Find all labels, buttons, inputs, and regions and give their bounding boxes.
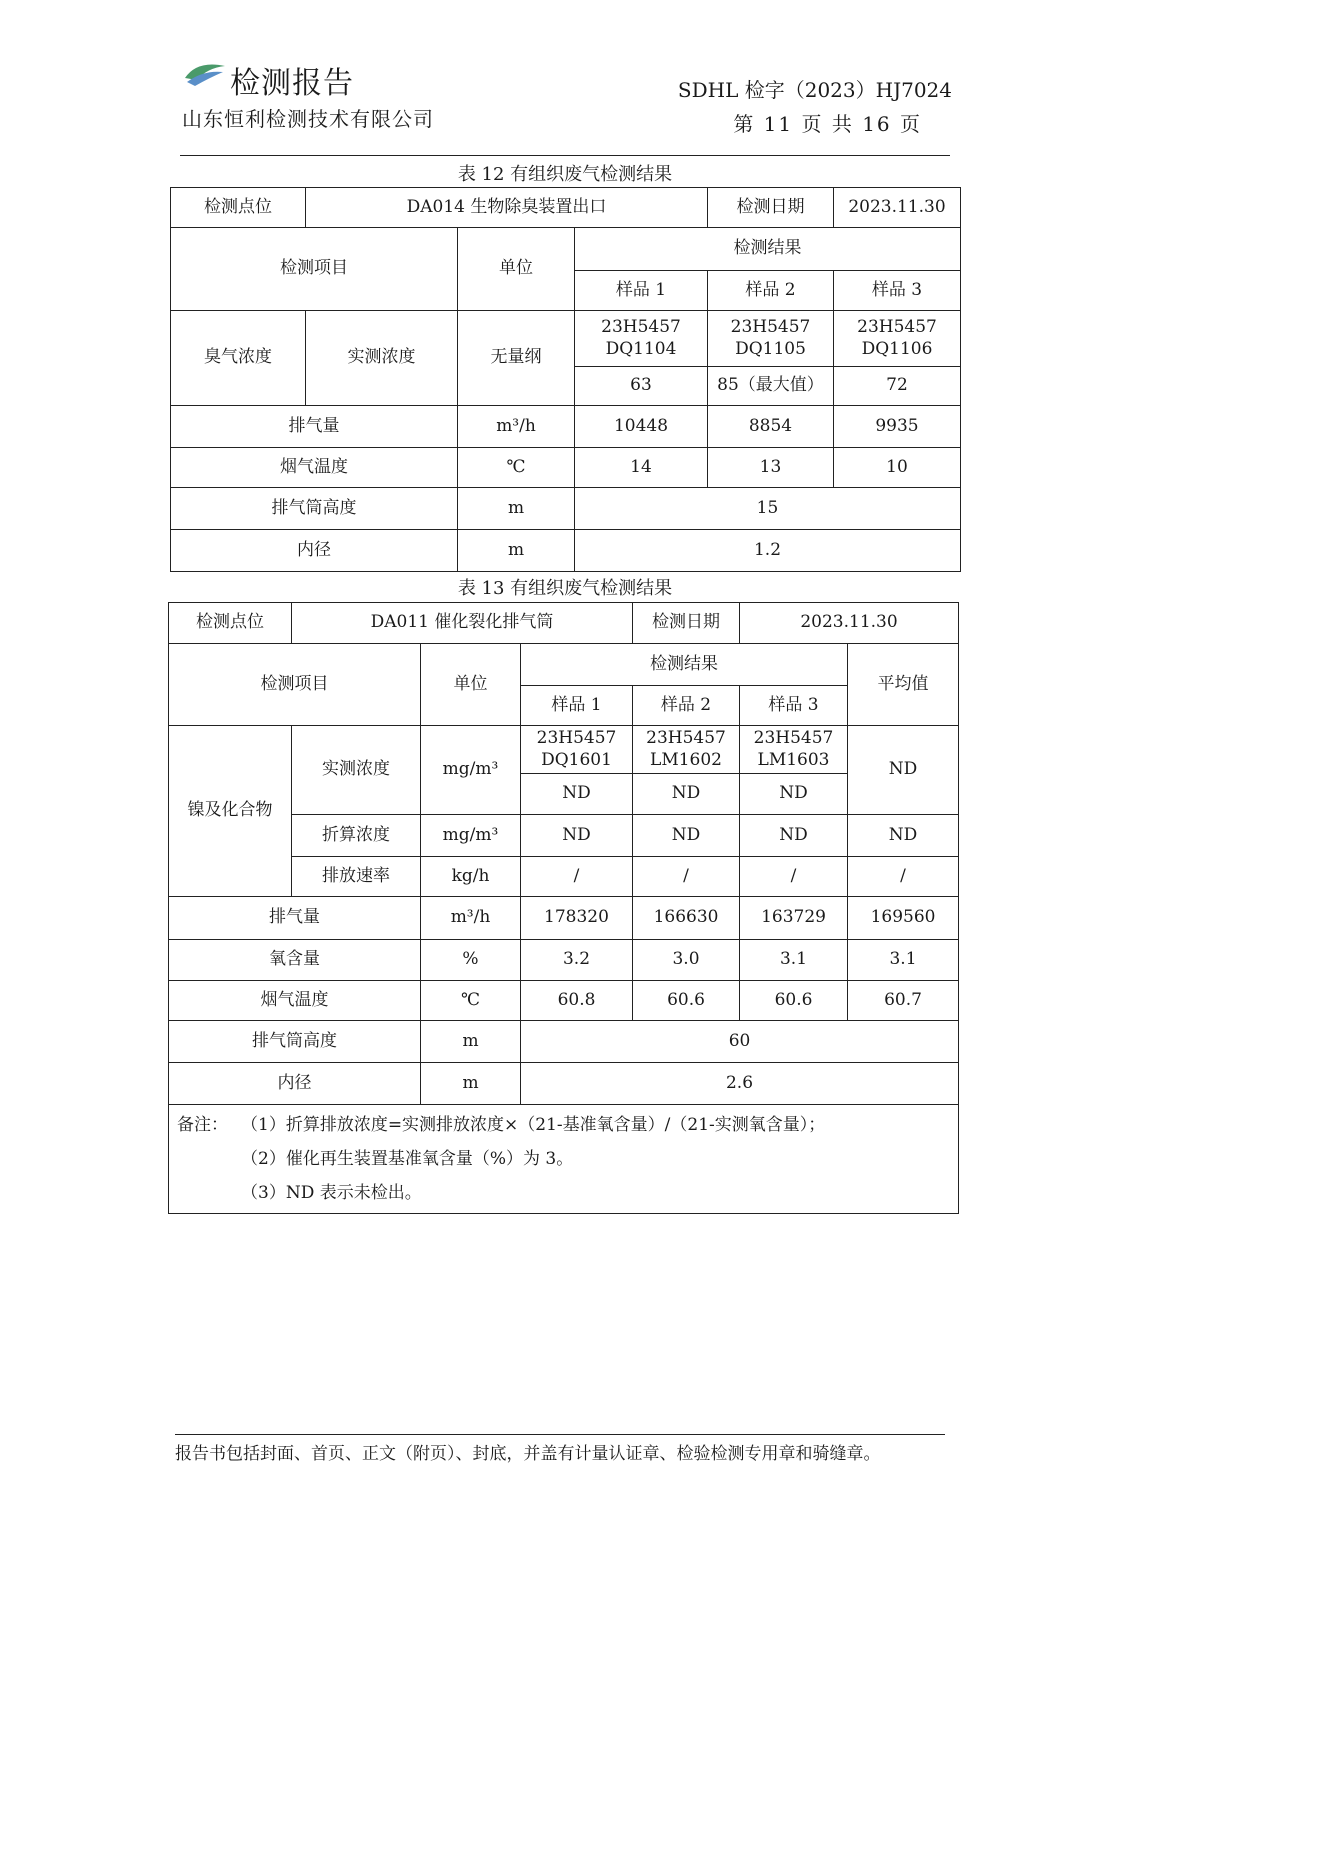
company-name: 山东恒利检测技术有限公司 [182, 107, 434, 131]
t12-sample-1-header: 样品 1 [575, 271, 708, 311]
t12-row-value: 14 [575, 448, 708, 488]
table13 [168, 602, 959, 1214]
t13-row-avg: 60.7 [848, 981, 959, 1021]
t13-converted-avg: ND [848, 815, 959, 857]
t12-row-value: 8854 [708, 406, 834, 448]
t12-sample-2-id: 23H5457 DQ1105 [708, 311, 834, 367]
t13-converted-value: ND [740, 815, 848, 857]
t12-odor-sub: 实测浓度 [306, 311, 458, 406]
t12-span-value: 15 [575, 488, 961, 530]
t12-span-unit: m [458, 488, 575, 530]
t12-item-header: 检测项目 [171, 228, 458, 311]
t13-row-unit: % [421, 940, 521, 981]
t13-row-value: 166630 [633, 897, 740, 940]
t13-sample-2-id: 23H5457 LM1602 [633, 726, 740, 774]
t13-date-label: 检测日期 [633, 603, 740, 644]
t13-row-unit: m³/h [421, 897, 521, 940]
t12-row-value: 10448 [575, 406, 708, 448]
t13-sample-1-header: 样品 1 [521, 686, 633, 726]
t13-rate-unit: kg/h [421, 857, 521, 897]
t12-row-unit: ℃ [458, 448, 575, 488]
t13-row-value: 60.8 [521, 981, 633, 1021]
remark-line-3: （3）ND 表示未检出。 [241, 1183, 422, 1203]
t13-span-name: 排气筒高度 [169, 1021, 421, 1063]
company-logo-icon [183, 58, 227, 88]
t12-sample-1-id: 23H5457 DQ1104 [575, 311, 708, 367]
t13-span-name: 内径 [169, 1063, 421, 1105]
t13-location-label: 检测点位 [169, 603, 292, 644]
t13-span-unit: m [421, 1021, 521, 1063]
t13-measured-value-3: ND [740, 774, 848, 815]
t12-span-value: 1.2 [575, 530, 961, 572]
t13-avg-header: 平均值 [848, 644, 959, 726]
remarks-label: 备注： [177, 1115, 228, 1135]
remark-line-2: （2）催化再生装置基准氧含量（%）为 3。 [241, 1149, 574, 1169]
t13-measured-unit: mg/m³ [421, 726, 521, 815]
t13-row-value: 3.0 [633, 940, 740, 981]
t13-span-unit: m [421, 1063, 521, 1105]
t13-sample-3-header: 样品 3 [740, 686, 848, 726]
t13-row-unit: ℃ [421, 981, 521, 1021]
t13-row-value: 178320 [521, 897, 633, 940]
t12-odor-value-1: 63 [575, 367, 708, 406]
t12-row-name: 烟气温度 [171, 448, 458, 488]
t13-date-value: 2023.11.30 [740, 603, 959, 644]
t13-row-value: 163729 [740, 897, 848, 940]
table12-caption: 表 12 有组织废气检测结果 [457, 164, 673, 185]
t13-converted-value: ND [633, 815, 740, 857]
t12-date-value: 2023.11.30 [834, 188, 961, 228]
t12-odor-value-2: 85（最大值） [708, 367, 834, 406]
t13-location-value: DA011 催化裂化排气筒 [292, 603, 633, 644]
t13-sample-2-header: 样品 2 [633, 686, 740, 726]
t13-measured-avg: ND [848, 726, 959, 815]
t12-row-unit: m³/h [458, 406, 575, 448]
t12-span-name: 内径 [171, 530, 458, 572]
header-divider [180, 155, 950, 156]
t13-row-value: 3.2 [521, 940, 633, 981]
t13-rate-value: / [740, 857, 848, 897]
t13-measured-label: 实测浓度 [292, 726, 421, 815]
t12-row-value: 13 [708, 448, 834, 488]
t13-row-name: 氧含量 [169, 940, 421, 981]
t12-unit-header: 单位 [458, 228, 575, 311]
t13-span-value: 2.6 [521, 1063, 959, 1105]
t13-remarks [169, 1105, 959, 1214]
t12-sample-2-header: 样品 2 [708, 271, 834, 311]
t13-row-name: 排气量 [169, 897, 421, 940]
t13-row-name: 烟气温度 [169, 981, 421, 1021]
t12-location-value: DA014 生物除臭装置出口 [306, 188, 708, 228]
t13-unit-header: 单位 [421, 644, 521, 726]
t13-row-value: 60.6 [633, 981, 740, 1021]
t13-rate-avg: / [848, 857, 959, 897]
t12-result-header: 检测结果 [575, 228, 961, 271]
report-logo [183, 58, 227, 92]
remark-line-1: （1）折算排放浓度=实测排放浓度×（21-基准氧含量）/（21-实测氧含量）； [241, 1115, 826, 1135]
report-number: SDHL 检字（2023）HJ7024 [677, 78, 952, 102]
t13-sample-3-id: 23H5457 LM1603 [740, 726, 848, 774]
t13-sample-1-id: 23H5457 DQ1601 [521, 726, 633, 774]
t12-sample-3-id: 23H5457 DQ1106 [834, 311, 961, 367]
t12-odor-unit: 无量纲 [458, 311, 575, 406]
t12-odor-value-3: 72 [834, 367, 961, 406]
t12-span-name: 排气筒高度 [171, 488, 458, 530]
t12-date-label: 检测日期 [708, 188, 834, 228]
t13-row-avg: 3.1 [848, 940, 959, 981]
t13-converted-label: 折算浓度 [292, 815, 421, 857]
t12-location-label: 检测点位 [171, 188, 306, 228]
t12-odor-name: 臭气浓度 [171, 311, 306, 406]
t13-rate-value: / [521, 857, 633, 897]
page-info: 第 11 页 共 16 页 [733, 112, 922, 136]
t13-row-value: 60.6 [740, 981, 848, 1021]
t12-row-value: 9935 [834, 406, 961, 448]
t13-item-header: 检测项目 [169, 644, 421, 726]
table13-caption: 表 13 有组织废气检测结果 [457, 578, 673, 599]
t13-measured-value-1: ND [521, 774, 633, 815]
t13-measured-value-2: ND [633, 774, 740, 815]
report-title: 检测报告 [230, 66, 354, 101]
t13-converted-value: ND [521, 815, 633, 857]
t13-row-value: 3.1 [740, 940, 848, 981]
t13-nickel-name: 镍及化合物 [169, 726, 292, 897]
t13-converted-unit: mg/m³ [421, 815, 521, 857]
t12-sample-3-header: 样品 3 [834, 271, 961, 311]
t13-rate-value: / [633, 857, 740, 897]
t12-span-unit: m [458, 530, 575, 572]
t13-row-avg: 169560 [848, 897, 959, 940]
t13-rate-label: 排放速率 [292, 857, 421, 897]
t12-row-name: 排气量 [171, 406, 458, 448]
t12-row-value: 10 [834, 448, 961, 488]
t13-span-value: 60 [521, 1021, 959, 1063]
footer-note: 报告书包括封面、首页、正文（附页）、封底，并盖有计量认证章、检验检测专用章和骑缝章。 [175, 1444, 881, 1464]
table12 [170, 187, 961, 572]
t13-result-header: 检测结果 [521, 644, 848, 686]
footer-divider [175, 1434, 945, 1435]
